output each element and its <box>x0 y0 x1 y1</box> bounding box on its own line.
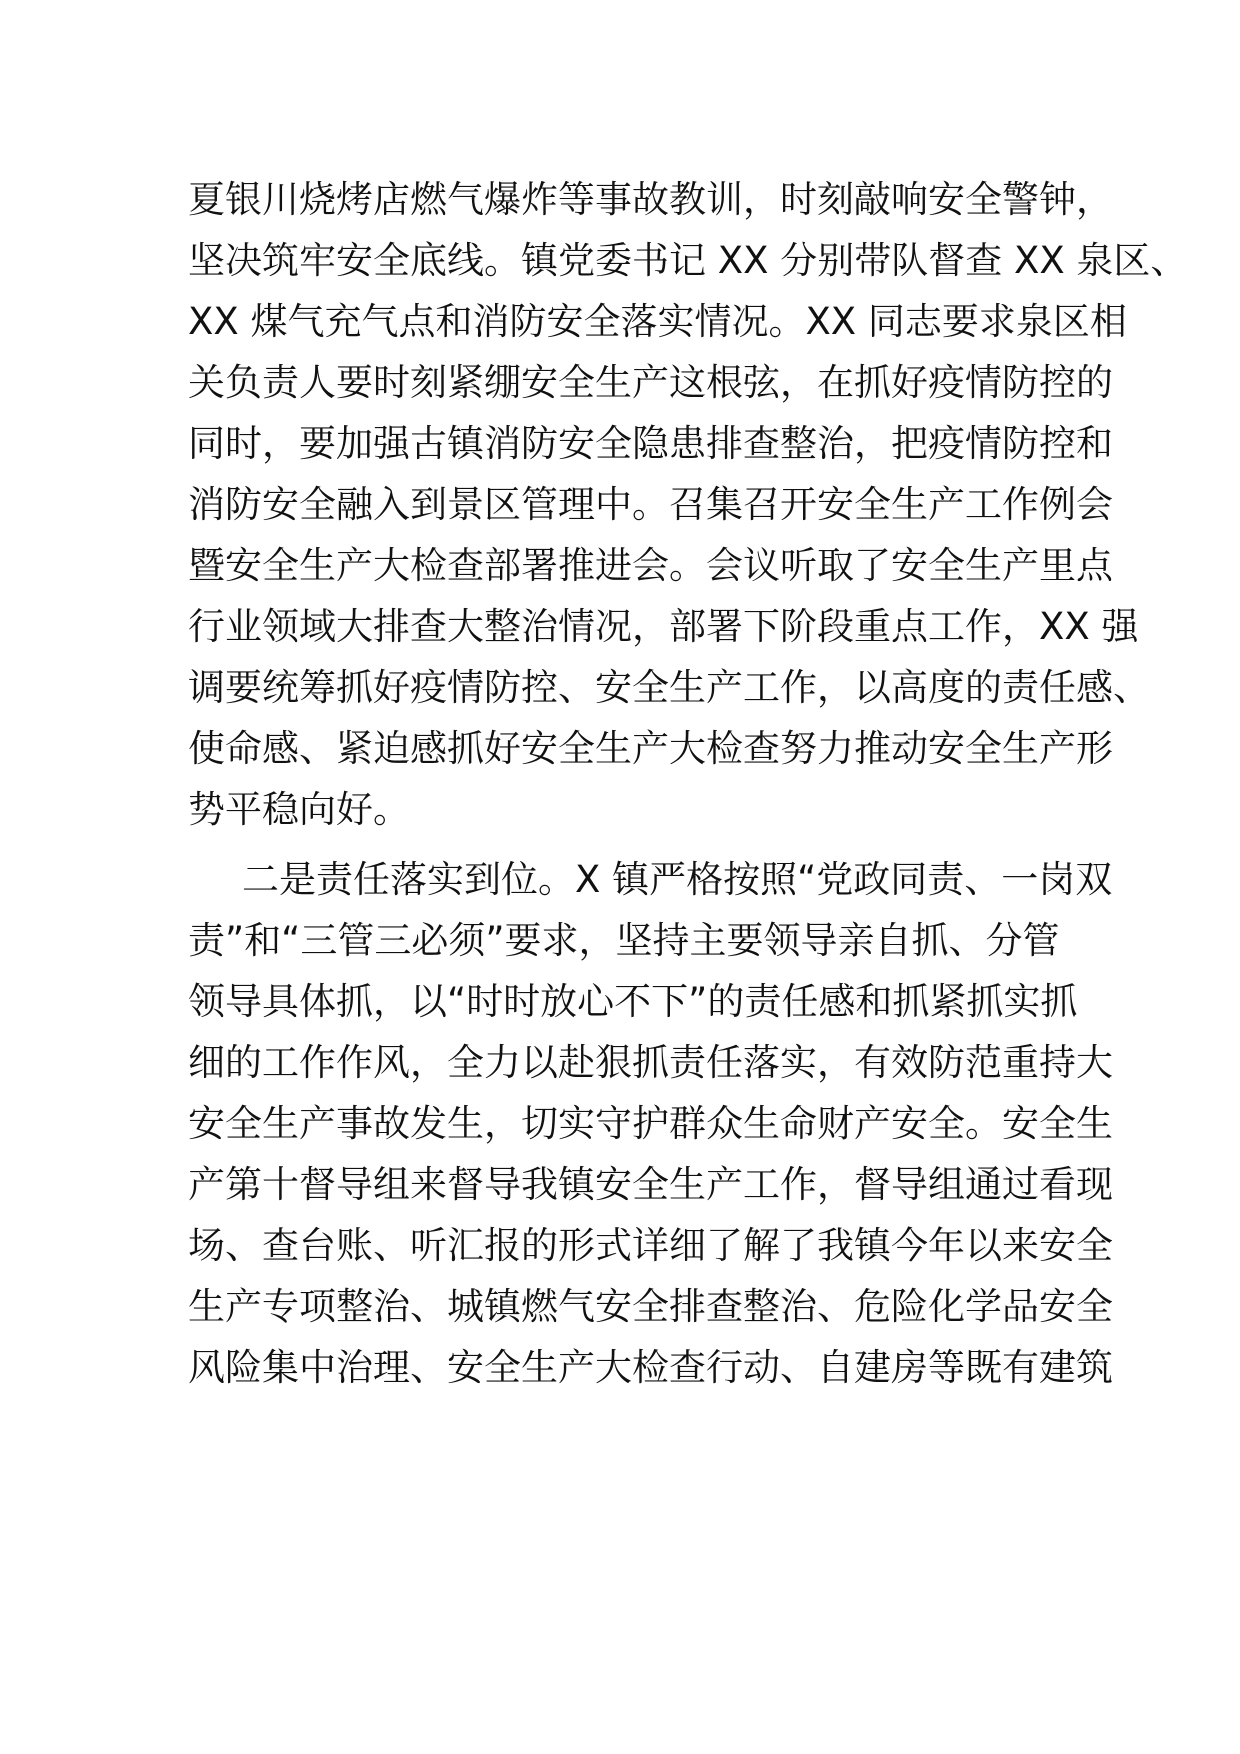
paragraph-first-line: 二是责任落实到位。X 镇严格按照“党政同责、一岗双 <box>242 858 1113 901</box>
text-line: 坚决筑牢安全底线。镇党委书记 XX 分别带队督查 XX 泉区、 <box>188 239 1188 282</box>
text-line: 同时，要加强古镇消防安全隐患排查整治，把疫情防控和 <box>188 422 1113 465</box>
text-line: 行业领域大排查大整治情况，部署下阶段重点工作，XX 强 <box>188 605 1139 648</box>
text-line: 风险集中治理、安全生产大检查行动、自建房等既有建筑 <box>188 1346 1113 1389</box>
text-line: XX 煤气充气点和消防安全落实情况。XX 同志要求泉区相 <box>188 300 1127 343</box>
text-line: 安全生产事故发生，切实守护群众生命财产安全。安全生 <box>188 1102 1113 1145</box>
text-line: 关负责人要时刻紧绷安全生产这根弦，在抓好疫情防控的 <box>188 361 1113 404</box>
text-line: 责”和“三管三必须”要求，坚持主要领导亲自抓、分管 <box>188 919 1060 962</box>
text-line: 调要统筹抓好疫情防控、安全生产工作，以高度的责任感、 <box>188 666 1150 709</box>
text-line: 产第十督导组来督导我镇安全生产工作，督导组通过看现 <box>188 1163 1113 1206</box>
text-line: 暨安全生产大检查部署推进会。会议听取了安全生产里点 <box>188 544 1113 587</box>
text-line: 场、查台账、听汇报的形式详细了解了我镇今年以来安全 <box>188 1224 1113 1267</box>
text-line: 生产专项整治、城镇燃气安全排查整治、危险化学品安全 <box>188 1285 1113 1328</box>
text-line: 势平稳向好。 <box>188 788 410 831</box>
text-line: 使命感、紧迫感抓好安全生产大检查努力推动安全生产形 <box>188 727 1113 770</box>
text-line: 细的工作作风，全力以赴狠抓责任落实，有效防范重持大 <box>188 1041 1113 1084</box>
text-line: 夏银川烧烤店燃气爆炸等事故教训，时刻敲响安全警钟， <box>188 178 1113 221</box>
text-line: 领导具体抓，以“时时放心不下”的责任感和抓紧抓实抓 <box>188 980 1078 1023</box>
text-line: 消防安全融入到景区管理中。召集召开安全生产工作例会 <box>188 483 1113 526</box>
